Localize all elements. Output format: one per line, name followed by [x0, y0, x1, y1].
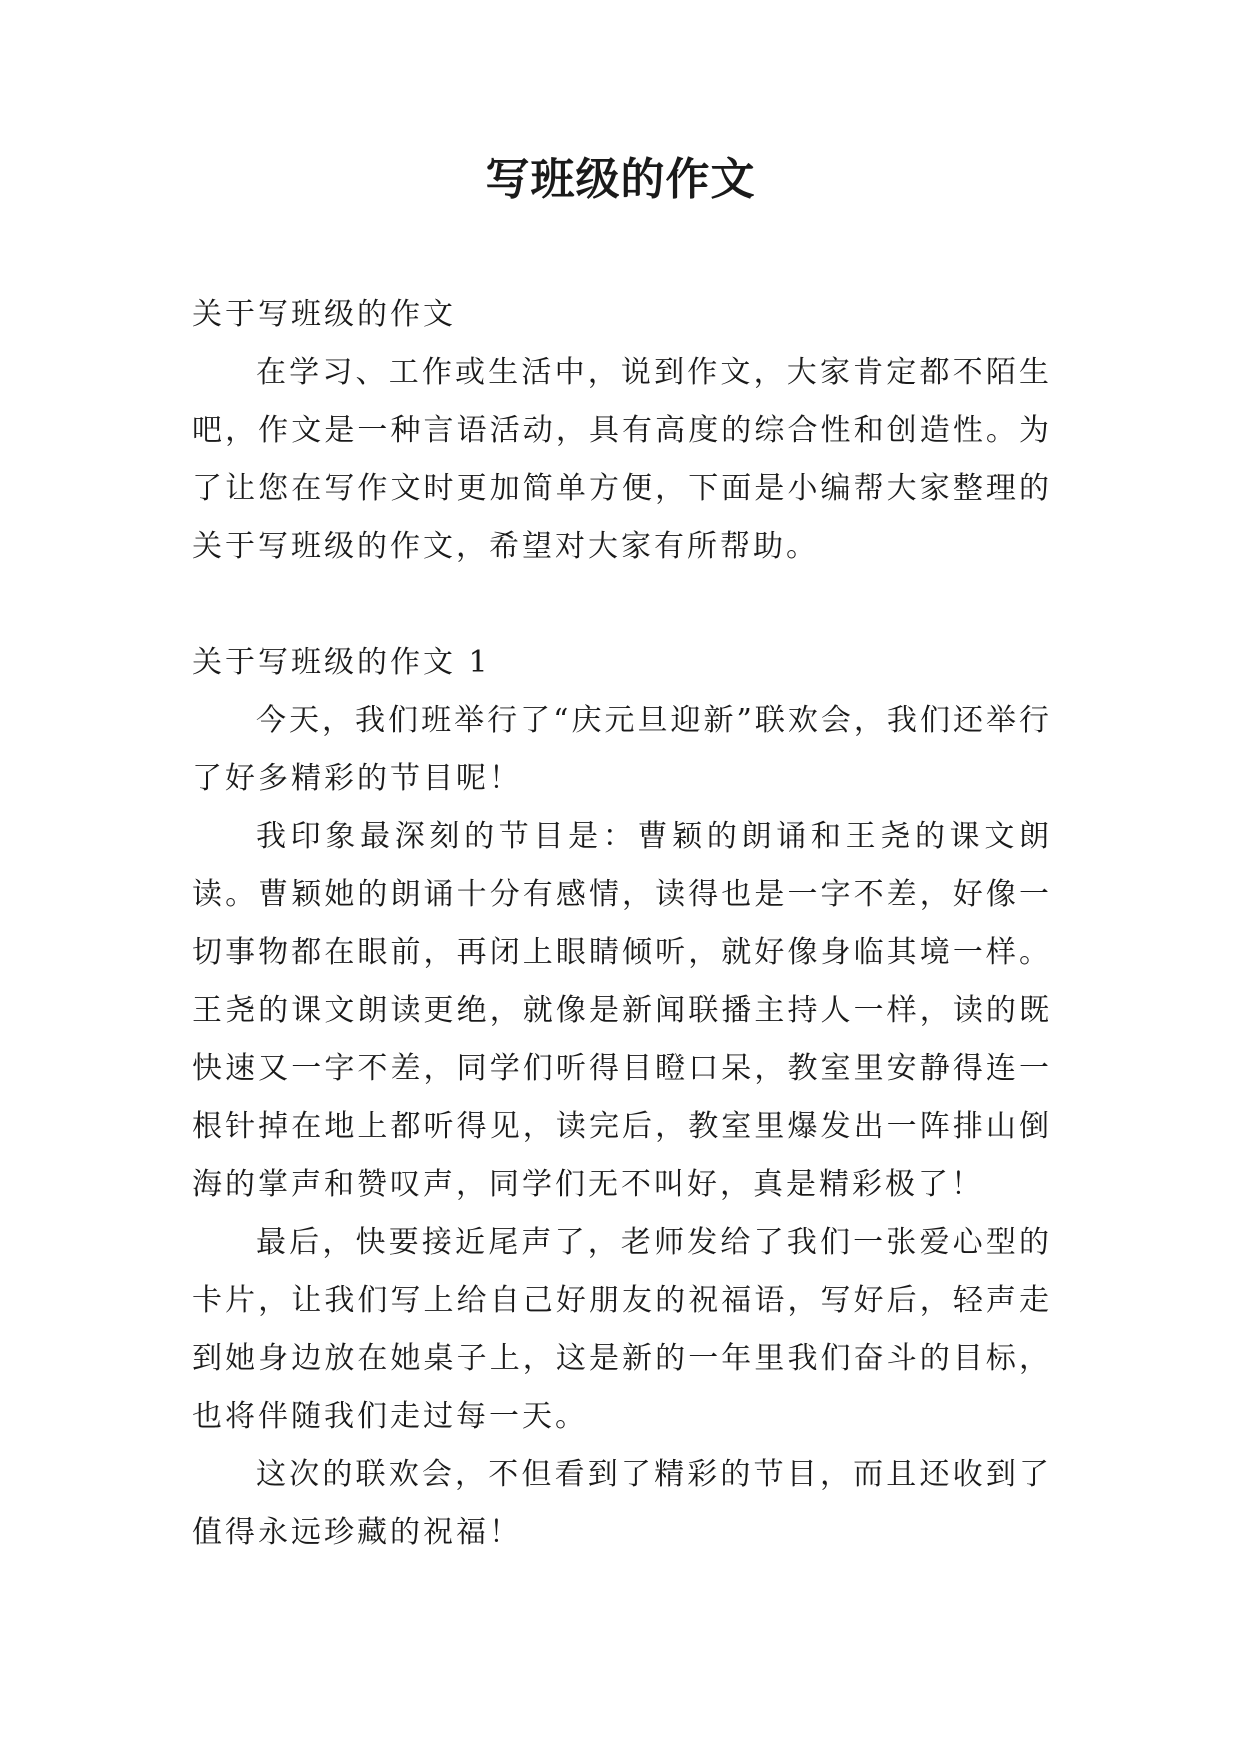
section1-paragraph: 最后，快要接近尾声了，老师发给了我们一张爱心型的卡片，让我们写上给自己好朋友的祝福语，写好后，轻声走到她身边放在她桌子上，这是新的一年里我们奋斗的目标，也将伴随我们走过每一天。 — [192, 1225, 1052, 1434]
section1-paragraph: 今天，我们班举行了“庆元旦迎新”联欢会，我们还举行了好多精彩的节目呢！ — [192, 703, 1052, 796]
section1-paragraph: 这次的联欢会，不但看到了精彩的节目，而且还收到了值得永远珍藏的祝福！ — [192, 1457, 1052, 1550]
document-body — [192, 286, 1052, 1562]
intro-heading: 关于写班级的作文 — [192, 297, 456, 332]
document-title: 写班级的作文 — [485, 154, 756, 205]
section1-paragraph: 我印象最深刻的节目是：曹颖的朗诵和王尧的课文朗读。曹颖她的朗诵十分有感情，读得也是一字不差，好像一切事物都在眼前，再闭上眼睛倾听，就好像身临其境一样。王尧的课文朗读更绝，就像是新闻联播主持人一样，读的既快速又一字不差，同学们听得目瞪口呆，教室里安静得连一根针掉在地上都听得见，读完后，教室里爆发出一阵排山倒海的掌声和赞叹声，同学们无不叫好，真是精彩极了！ — [192, 819, 1052, 1202]
section-spacer — [192, 576, 1052, 634]
section1-heading: 关于写班级的作文 1 — [192, 645, 491, 680]
intro-paragraph: 在学习、工作或生活中，说到作文，大家肯定都不陌生吧，作文是一种言语活动，具有高度的综合性和创造性。为了让您在写作文时更加简单方便，下面是小编帮大家整理的关于写班级的作文，希望对大家有所帮助。 — [192, 355, 1052, 564]
